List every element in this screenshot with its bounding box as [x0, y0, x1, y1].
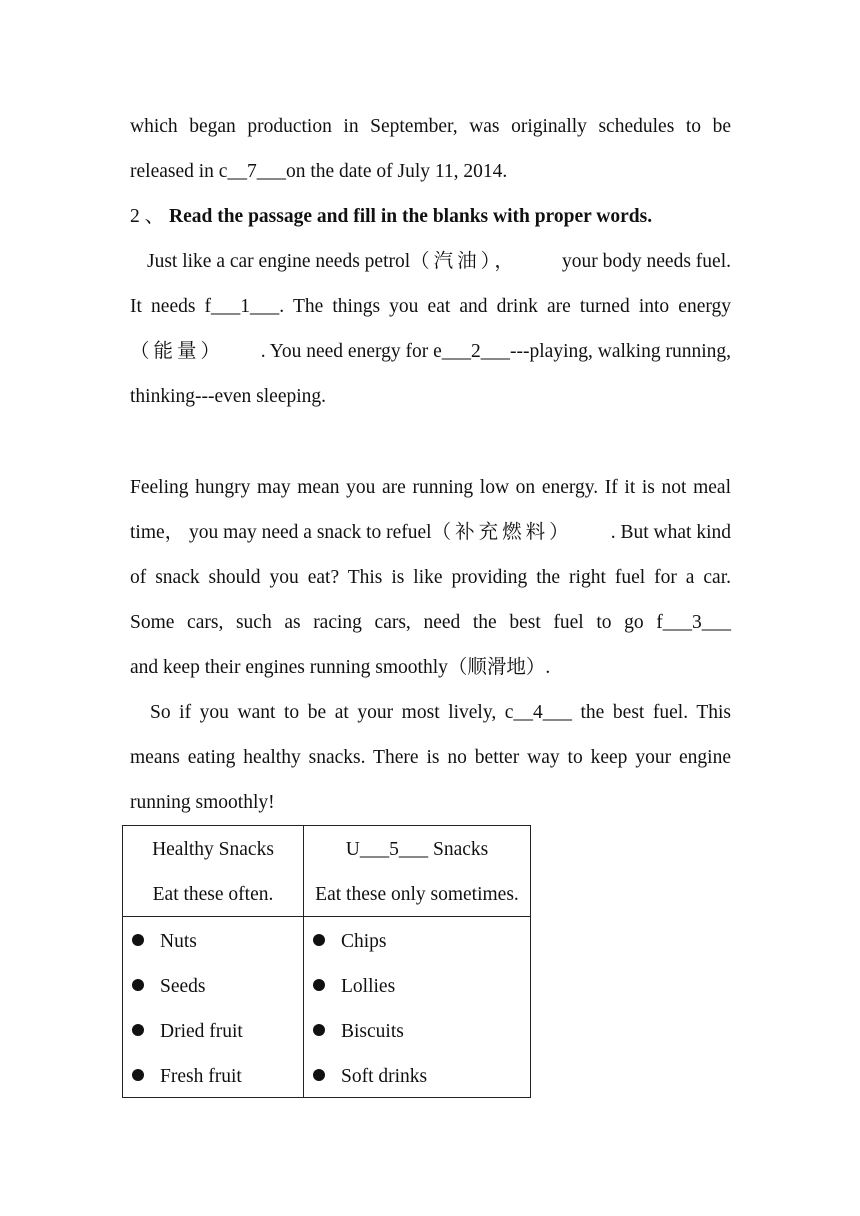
- item-label: Seeds: [160, 976, 206, 997]
- text-line: [147, 250, 731, 274]
- table-body-row: [123, 917, 531, 1098]
- header-cell-healthy: [123, 826, 304, 917]
- header-cell-unhealthy: [304, 826, 531, 917]
- text-line: and keep their engines running smoothly（顺滑地）.: [130, 657, 551, 678]
- text-line: running smoothly!: [130, 792, 275, 813]
- text-line: Some cars, such as racing cars, need the best fuel to go f___3___: [130, 612, 731, 633]
- bullet-icon: [313, 979, 325, 991]
- item-label: Fresh fruit: [160, 1066, 242, 1087]
- text-line: of snack should you eat? This is like providing the right fuel for a car.: [130, 567, 731, 588]
- text-line: [130, 340, 731, 364]
- list-item: [123, 1052, 303, 1097]
- list-item: [123, 1007, 303, 1052]
- text-line: [130, 521, 731, 545]
- question-number: 2 、: [130, 206, 165, 227]
- bullet-icon: [313, 1069, 325, 1081]
- item-label: Dried fruit: [160, 1021, 243, 1042]
- list-item: [304, 1052, 530, 1097]
- text-line: means eating healthy snacks. There is no better way to keep your engine: [130, 747, 731, 768]
- list-item: [304, 917, 530, 962]
- text-line: which began production in September, was originally schedules to be: [130, 116, 731, 137]
- column-subtitle: Eat these often.: [152, 884, 274, 905]
- bullet-icon: [313, 1024, 325, 1036]
- text-segment: . But what kind: [610, 522, 731, 543]
- column-title: Healthy Snacks: [152, 839, 274, 860]
- text-line: Feeling hungry may mean you are running low on energy. If it is not meal: [130, 477, 731, 498]
- text-segment: . You need energy for e___2___---playing, walking running,: [260, 341, 731, 362]
- text-line: It needs f___1___. The things you eat and drink are turned into energy: [130, 296, 731, 317]
- bullet-icon: [132, 979, 144, 991]
- column-subtitle: Eat these only sometimes.: [315, 884, 519, 905]
- bullet-icon: [132, 1069, 144, 1081]
- column-title: U___5___ Snacks: [345, 839, 489, 860]
- text-line: released in c__7___on the date of July 11, 2014.: [130, 161, 508, 182]
- bullet-icon: [132, 934, 144, 946]
- chinese-gloss: （补充燃料）: [431, 522, 573, 543]
- table-header-row: [123, 826, 531, 917]
- item-label: Soft drinks: [341, 1066, 428, 1087]
- healthy-list-cell: [123, 917, 304, 1098]
- list-item: [304, 962, 530, 1007]
- text-line: So if you want to be at your most lively, c__4___ the best fuel. This: [150, 702, 731, 723]
- text-line: thinking---even sleeping.: [130, 386, 327, 407]
- list-item: [123, 962, 303, 1007]
- text-segment: your body needs fuel.: [562, 251, 731, 272]
- snacks-table: [122, 825, 531, 1098]
- bullet-icon: [132, 1024, 144, 1036]
- item-label: Biscuits: [341, 1021, 404, 1042]
- item-label: Lollies: [341, 976, 396, 997]
- question-instruction: Read the passage and fill in the blanks with proper words.: [169, 206, 653, 227]
- list-item: [123, 917, 303, 962]
- list-item: [304, 1007, 530, 1052]
- text-segment: time， you may need a snack to refuel: [130, 522, 432, 543]
- question-heading: [130, 205, 731, 229]
- text-segment: Just like a car engine needs petrol: [147, 251, 411, 272]
- chinese-gloss: （能量）: [130, 341, 225, 362]
- item-label: Nuts: [160, 931, 197, 952]
- unhealthy-list-cell: [304, 917, 531, 1098]
- bullet-icon: [313, 934, 325, 946]
- chinese-gloss: （汽油），: [410, 251, 518, 272]
- item-label: Chips: [341, 931, 387, 952]
